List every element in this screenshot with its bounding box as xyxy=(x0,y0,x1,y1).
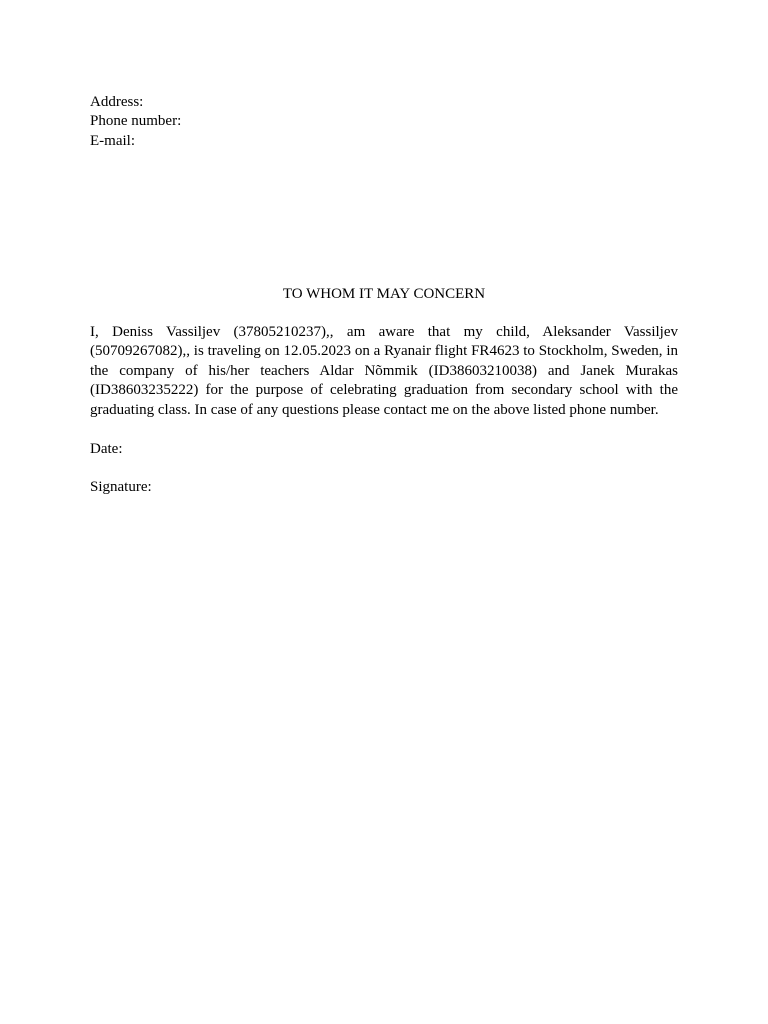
email-label: E-mail: xyxy=(90,132,135,149)
contact-block xyxy=(90,93,490,151)
letter-heading: TO WHOM IT MAY CONCERN xyxy=(282,286,486,302)
address-label: Address: xyxy=(90,94,144,110)
phone-number-label: Phone number: xyxy=(90,113,182,130)
letter-body: I, Deniss Vassiljev (37805210237),, am aware that my child, Aleksander Vassiljev (50709267082),, is traveling on 12.05.2023 on a Ryanair flight FR4623 to Stockholm, Sweden, in the company of his/her teachers Aldar Nõmmik (ID38603210038) and Janek Murakas (ID38603235222) for the purpose of celebrating graduation from secondary school with the graduating class. In case of any questions please contact me on the above listed phone number. xyxy=(90,324,678,418)
date-label: Date: xyxy=(90,441,123,457)
signature-label: Signature: xyxy=(90,479,152,495)
